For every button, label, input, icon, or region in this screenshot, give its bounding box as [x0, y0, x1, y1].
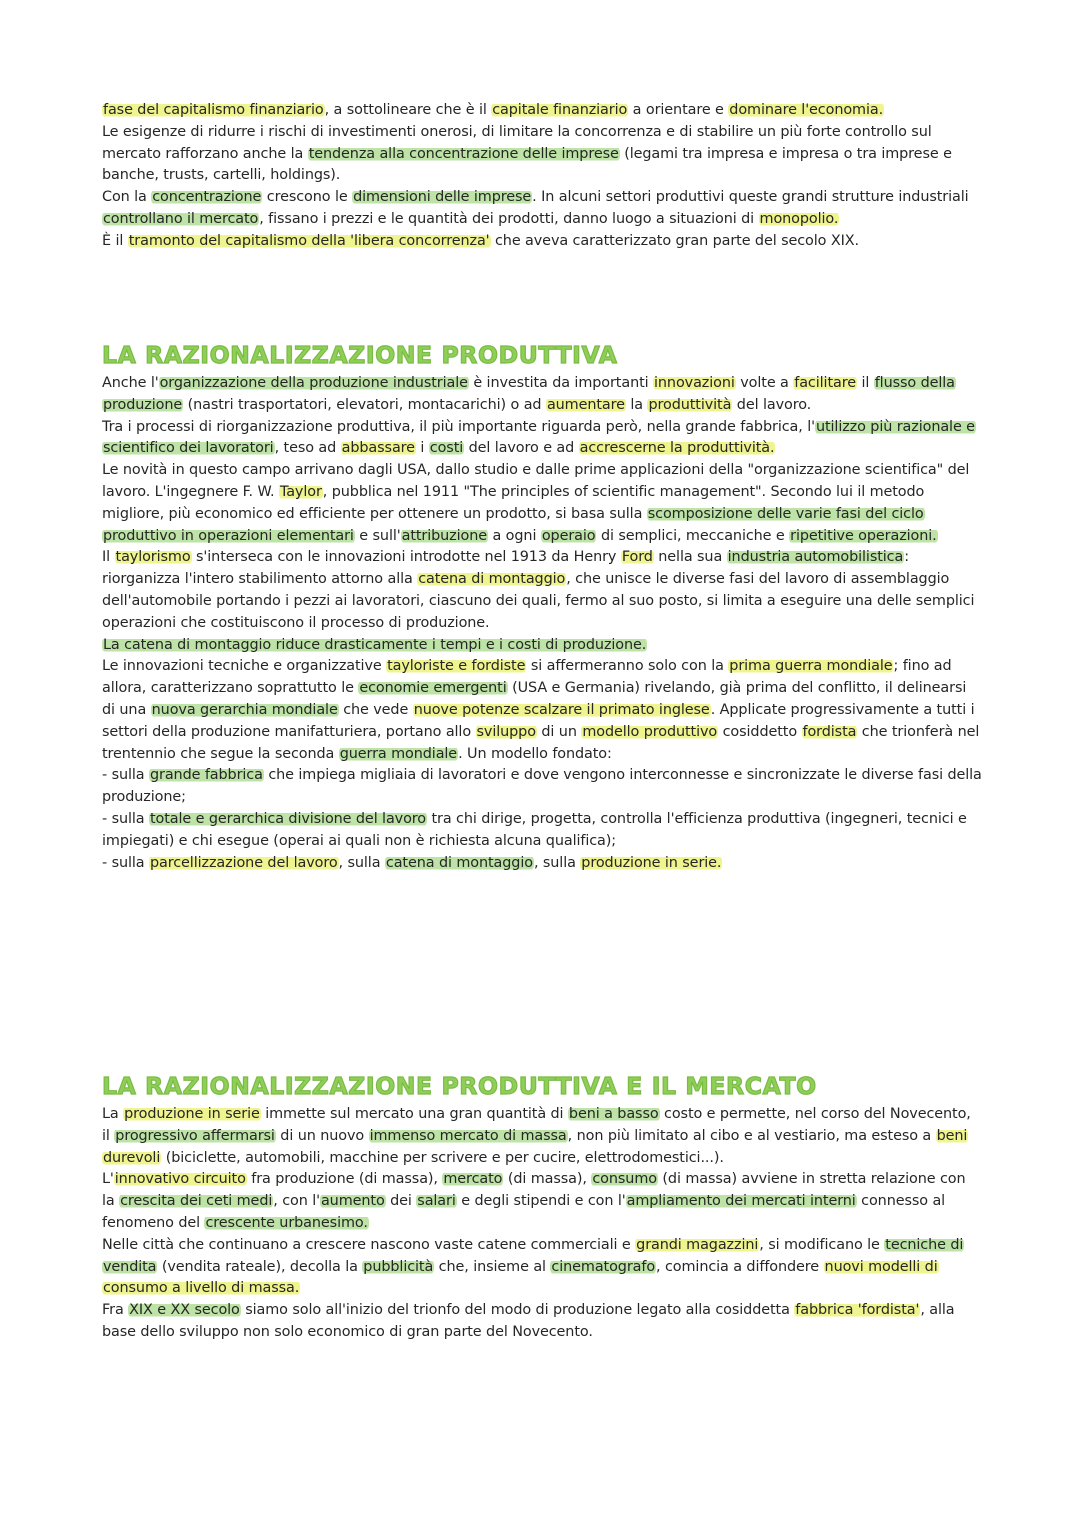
paragraph [102, 1300, 982, 1344]
highlighted-text: nuova gerarchia mondiale [151, 701, 338, 718]
text-run: i [415, 440, 429, 457]
highlighted-text: aumento [320, 1193, 385, 1210]
text-run: Il [102, 549, 115, 566]
text-run: immette sul mercato una gran quantità di [260, 1106, 568, 1122]
text-run: cosiddetto [718, 723, 802, 740]
highlighted-text: Taylor [279, 483, 322, 500]
text-run: Nelle città che continuano a crescere nascono vaste catene commerciali e [102, 1236, 636, 1253]
text-run: L' [102, 1171, 114, 1188]
highlighted-text: cinematografo [551, 1258, 656, 1275]
text-run: : riorganizza l'intero stabilimento attorno alla [102, 549, 909, 588]
text-run: (di massa), [503, 1171, 592, 1188]
highlighted-text: scomposizione delle varie fasi del ciclo produttivo in operazioni elementari [103, 505, 924, 544]
text-run: di semplici, meccaniche e [596, 527, 790, 544]
highlighted-text: mercato [443, 1171, 503, 1188]
highlighted-text: crescente urbanesimo. [205, 1214, 368, 1231]
paragraph [102, 1169, 982, 1234]
section-heading: LA RAZIONALIZZAZIONE PRODUTTIVA [102, 341, 618, 369]
highlighted-text: immenso mercato di massa [369, 1127, 567, 1144]
highlighted-text: fase del capitalismo finanziario [103, 102, 324, 118]
text-run: crescono le [262, 189, 353, 206]
text-run: che impiega migliaia di lavoratori e dove vengono interconnesse e sincronizzate le diverse fasi della produzione; [102, 767, 982, 806]
text-run: (biciclette, automobili, macchine per scrivere e per cucire, elettrodomestici...). [161, 1149, 724, 1166]
text-run: tra chi dirige, progetta, controlla l'efficienza produttiva (ingegneri, tecnici e impiegati) e chi esegue (operai ai quali non è richiesta alcuna qualifica); [102, 810, 967, 849]
text-run: Le novità in questo campo arrivano dagli USA, dallo studio e dalle prime applicazioni della "organizzazione scientifica" del lavoro. L'ingegnere F. W. [102, 462, 970, 500]
highlighted-text: pubblicità [363, 1258, 434, 1275]
paragraph [102, 656, 982, 765]
text-run: La [102, 1106, 124, 1122]
section-razionalizzazione-produttiva [102, 341, 982, 874]
highlighted-text: sviluppo [476, 723, 536, 740]
highlighted-text: taylorismo [115, 549, 191, 566]
highlighted-text: economie emergenti [359, 680, 507, 697]
highlighted-text: industria automobilistica [727, 549, 904, 566]
highlighted-text: costi [429, 440, 464, 457]
text-run: Tra i processi di riorganizzazione produttiva, il più importante riguarda però, nella grande fabbrica, l' [102, 418, 815, 435]
highlighted-text: grandi magazzini [636, 1236, 759, 1253]
highlighted-text: accrescerne la produttività. [579, 440, 775, 457]
text-run: , fissano i prezzi e le quantità dei prodotti, danno luogo a situazioni di [259, 210, 759, 227]
text-run: che aveva caratterizzato gran parte del secolo XIX. [490, 232, 859, 249]
text-run: del lavoro. [732, 396, 812, 413]
text-run: . In alcuni settori produttivi queste grandi strutture industriali [532, 189, 969, 206]
text-run: Fra [102, 1302, 129, 1319]
highlighted-text: prima guerra mondiale [729, 658, 893, 675]
text-run: a orientare e [628, 102, 729, 118]
highlighted-text: tayloriste e fordiste [387, 658, 526, 675]
paragraph [102, 100, 982, 122]
paragraph [102, 635, 982, 657]
text-run: - sulla [102, 767, 149, 784]
text-run: , non più limitato al cibo e al vestiario, ma esteso a [567, 1127, 936, 1144]
text-run: e sull' [354, 527, 401, 544]
text-run: , teso ad [274, 440, 341, 457]
paragraph [102, 231, 982, 253]
text-run: , comincia a diffondere [656, 1258, 824, 1275]
text-run: nella sua [653, 549, 727, 566]
highlighted-text: produttività [648, 396, 732, 413]
text-run: di un nuovo [275, 1127, 369, 1144]
text-run: (legami tra impresa e impresa o tra imprese e banche, trusts, cartelli, holdings). [102, 145, 952, 184]
paragraph [102, 373, 982, 417]
text-run: Con la [102, 189, 152, 206]
highlighted-text: dominare l'economia. [729, 102, 884, 118]
highlighted-text: tramonto del capitalismo della 'libera concorrenza' [128, 232, 490, 249]
text-run: , sulla [338, 854, 385, 871]
text-run: il [856, 375, 874, 391]
section-capitalismo-finanziario [102, 100, 982, 253]
text-run: siamo solo all'inizio del trionfo del modo di produzione legato alla cosiddetta [240, 1302, 795, 1319]
text-run: (USA e Germania) rivelando, già prima del conflitto, il delinearsi di una [102, 680, 967, 718]
highlighted-text: catena di montaggio [385, 854, 533, 871]
text-run: e degli stipendi e con l' [456, 1193, 626, 1210]
highlighted-text: controllano il mercato [103, 210, 259, 227]
highlighted-text: ampliamento dei mercati interni [626, 1193, 856, 1210]
highlighted-text: crescita dei ceti medi [120, 1193, 273, 1210]
text-run: , si modificano le [759, 1236, 885, 1253]
text-run: . Un modello fondato: [458, 745, 612, 762]
text-run: che vede [338, 701, 413, 718]
paragraph [102, 1104, 982, 1169]
highlighted-text: catena di montaggio [418, 571, 566, 588]
text-run: È il [102, 232, 128, 249]
text-run: , sulla [533, 854, 581, 871]
highlighted-text: operaio [541, 527, 596, 544]
text-run: che, insieme al [434, 1258, 551, 1275]
text-run: è investita da importanti [468, 375, 654, 391]
highlighted-text: abbassare [341, 440, 415, 457]
text-run: costo e permette, nel corso del Novecento, il [102, 1106, 971, 1144]
paragraph [102, 853, 982, 875]
text-run: (nastri trasportatori, elevatori, montacarichi) o ad [183, 396, 546, 413]
highlighted-text: flusso della produzione [103, 375, 955, 413]
paragraph [102, 417, 982, 461]
highlighted-text: produzione in serie [124, 1106, 260, 1122]
text-run: . Applicate progressivamente a tutti i settori della produzione manifatturiera, portano allo [102, 701, 975, 740]
text-run: la [625, 396, 648, 413]
text-run: (vendita rateale), decolla la [157, 1258, 363, 1275]
paragraph [102, 1235, 982, 1300]
text-run: ; fino ad allora, caratterizzano soprattutto le [102, 658, 952, 697]
highlighted-text: salari [417, 1193, 456, 1210]
highlighted-text: parcellizzazione del lavoro [149, 854, 338, 871]
paragraph [102, 765, 982, 809]
text-run: , alla base dello sviluppo non solo economico di gran parte del Novecento. [102, 1302, 955, 1340]
highlighted-text: innovazioni [654, 375, 735, 391]
text-run: si affermeranno solo con la [526, 658, 729, 675]
highlighted-text: grande fabbrica [149, 767, 263, 784]
highlighted-text: concentrazione [152, 189, 262, 206]
paragraph [102, 187, 982, 231]
highlighted-text: dimensioni delle imprese [353, 189, 532, 206]
section-razionalizzazione-e-mercato [102, 1072, 982, 1344]
paragraph [102, 460, 982, 547]
text-run: Anche l' [102, 375, 159, 391]
highlighted-text: modello produttivo [582, 723, 718, 740]
highlighted-text: utilizzo più razionale e scientifico dei lavoratori [103, 418, 975, 457]
section-heading: LA RAZIONALIZZAZIONE PRODUTTIVA E IL MERCATO [102, 1072, 817, 1100]
highlighted-text: fordista [802, 723, 857, 740]
text-run: a ogni [488, 527, 541, 544]
highlighted-text: capitale finanziario [492, 102, 628, 118]
text-run: del lavoro e ad [464, 440, 579, 457]
text-run: s'interseca con le innovazioni introdotte nel 1913 da Henry [191, 549, 621, 566]
text-run: fra produzione (di massa), [246, 1171, 443, 1188]
paragraph [102, 122, 982, 187]
highlighted-text: consumo [592, 1171, 657, 1188]
text-run: , a sottolineare che è il [324, 102, 492, 118]
highlighted-text: innovativo circuito [114, 1171, 246, 1188]
highlighted-text: tendenza alla concentrazione delle imprese [308, 145, 619, 162]
text-run: , pubblica nel 1911 "The principles of scientific management". Secondo lui il metodo migliore, più economico ed efficiente per ottenere un prodotto, si basa sulla [102, 483, 925, 522]
highlighted-text: progressivo affermarsi [115, 1127, 275, 1144]
text-run: , con l' [273, 1193, 320, 1210]
text-run: volte a [735, 375, 794, 391]
paragraph [102, 809, 982, 853]
text-run: , che unisce le diverse fasi del lavoro di assemblaggio dell'automobile portando i pezzi ai lavoratori, ciascuno dei quali, fermo al suo posto, si limita a eseguire una delle semplici operazioni che costituiscono il processo di produzione. [102, 571, 975, 631]
highlighted-text: facilitare [794, 375, 856, 391]
text-run: di un [536, 723, 582, 740]
text-run: - sulla [102, 854, 149, 871]
text-run: Le innovazioni tecniche e organizzative [102, 658, 387, 675]
text-run: connesso al fenomeno del [102, 1193, 946, 1231]
highlighted-text: beni durevoli [103, 1127, 968, 1166]
highlighted-text: totale e gerarchica divisione del lavoro [149, 810, 427, 827]
highlighted-text: aumentare [546, 396, 625, 413]
highlighted-text: ripetitive operazioni. [790, 527, 937, 544]
highlighted-text: fabbrica 'fordista' [795, 1302, 920, 1319]
text-run: Le esigenze di ridurre i rischi di investimenti onerosi, di limitare la concorrenza e di stabilire un più forte controllo sul mercato rafforzano anche la [102, 123, 932, 162]
highlighted-text: tecniche di vendita [103, 1236, 964, 1275]
highlighted-text: beni a basso [568, 1106, 659, 1122]
highlighted-text: La catena di montaggio riduce drasticamente i tempi e i costi di produzione. [103, 636, 647, 653]
highlighted-text: attribuzione [401, 527, 488, 544]
text-run: che trionferà nel trentennio che segue la seconda [102, 723, 980, 762]
highlighted-text: XIX e XX secolo [129, 1302, 240, 1319]
highlighted-text: nuove potenze scalzare il primato inglese [413, 701, 710, 718]
text-run: (di massa) avviene in stretta relazione con la [102, 1171, 966, 1210]
text-run: dei [385, 1193, 417, 1210]
highlighted-text: produzione in serie. [581, 854, 722, 871]
highlighted-text: monopolio. [759, 210, 839, 227]
text-run: - sulla [102, 810, 149, 827]
paragraph [102, 547, 982, 634]
highlighted-text: Ford [621, 549, 653, 566]
highlighted-text: guerra mondiale [339, 745, 458, 762]
highlighted-text: nuovi modelli di consumo a livello di massa. [103, 1258, 938, 1297]
highlighted-text: organizzazione della produzione industriale [159, 375, 468, 391]
